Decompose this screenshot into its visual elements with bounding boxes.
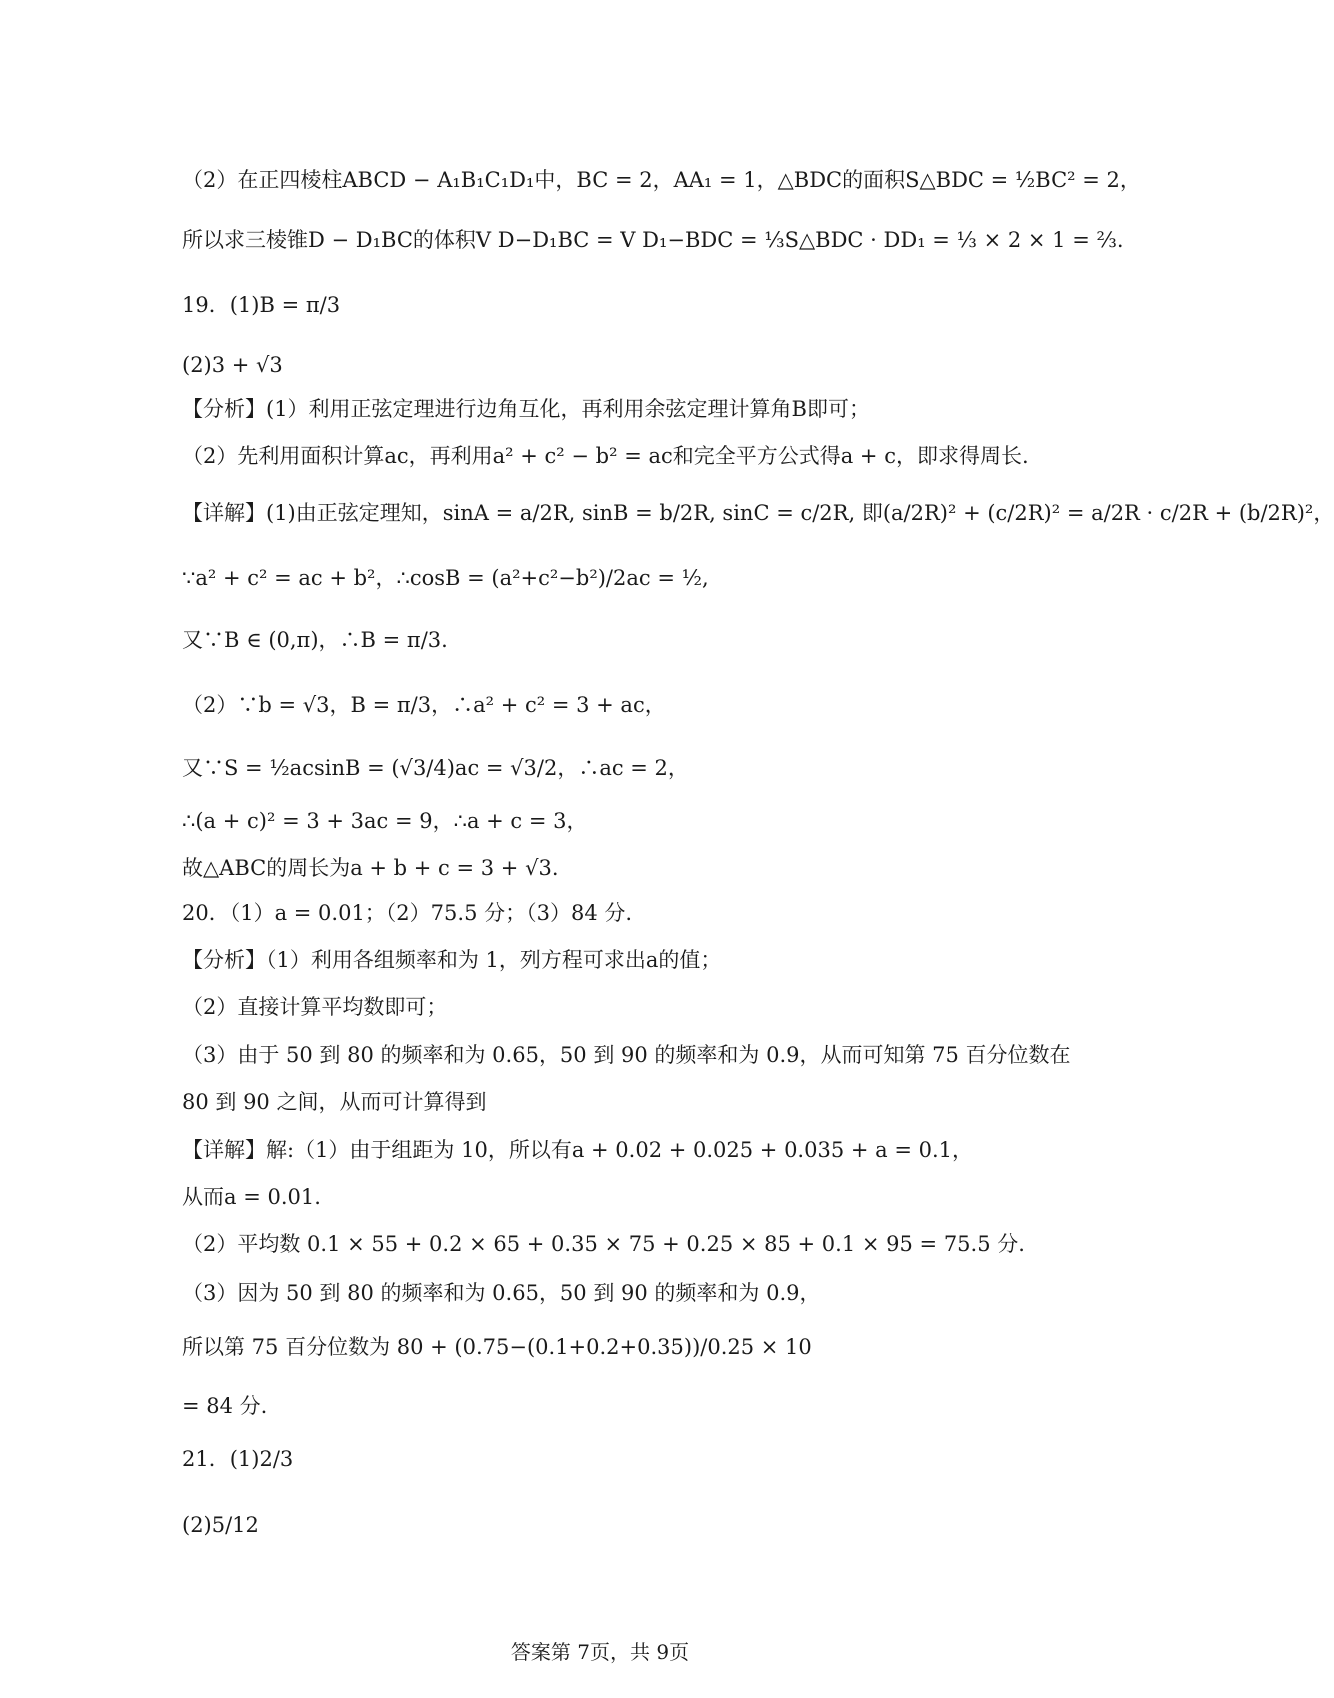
text-line-25: 21．(1)2/3	[182, 1447, 294, 1471]
text-line-13: 故△ABC的周长为a + b + c = 3 + √3.	[182, 856, 559, 880]
text-line-19: 【详解】解:（1）由于组距为 10，所以有a + 0.02 + 0.025 + 0.035 + a = 0.1，	[182, 1138, 973, 1162]
text-line-16: （2）直接计算平均数即可；	[182, 995, 448, 1019]
text-line-14: 20．（1）a = 0.01；（2）75.5 分；（3）84 分.	[182, 901, 633, 925]
text-line-4: (2)3 + √3	[182, 353, 283, 377]
text-line-15: 【分析】（1）利用各组频率和为 1，列方程可求出a的值；	[182, 948, 722, 972]
text-line-9: 又∵B ∈ (0,π)，∴B = π/3.	[182, 628, 448, 652]
text-line-8: ∵a² + c² = ac + b²，∴cosB = (a²+c²−b²)/2ac = ½,	[182, 566, 709, 590]
text-line-2: 所以求三棱锥D − D₁BC的体积V D−D₁BC = V D₁−BDC = ⅓S△BDC · DD₁ = ⅓ × 2 × 1 = ⅔.	[182, 228, 1124, 252]
text-line-20: 从而a = 0.01.	[182, 1185, 321, 1209]
text-line-3: 19．(1)B = π/3	[182, 293, 341, 317]
page-footer: 答案第 7页，共 9页	[510, 1640, 690, 1664]
text-line-18: 80 到 90 之间，从而可计算得到	[182, 1090, 487, 1114]
text-line-1: （2）在正四棱柱ABCD − A₁B₁C₁D₁中，BC = 2，AA₁ = 1，△BDC的面积S△BDC = ½BC² = 2，	[182, 168, 1141, 192]
text-line-22: （3）因为 50 到 80 的频率和为 0.65，50 到 90 的频率和为 0.9，	[182, 1281, 821, 1305]
text-line-24: = 84 分.	[182, 1394, 268, 1418]
text-line-26: (2)5/12	[182, 1513, 259, 1537]
text-line-7: 【详解】(1)由正弦定理知，sinA = a/2R, sinB = b/2R, sinC = c/2R, 即(a/2R)² + (c/2R)² = a/2R · c/2R + (b/2R)²，	[182, 501, 1334, 525]
text-line-23: 所以第 75 百分位数为 80 + (0.75−(0.1+0.2+0.35))/0.25 × 10	[182, 1335, 812, 1359]
text-line-17: （3）由于 50 到 80 的频率和为 0.65，50 到 90 的频率和为 0.9，从而可知第 75 百分位数在	[182, 1043, 1071, 1067]
text-line-12: ∴(a + c)² = 3 + 3ac = 9，∴a + c = 3，	[182, 809, 588, 833]
text-line-11: 又∵S = ½acsinB = (√3/4)ac = √3/2，∴ac = 2，	[182, 756, 689, 780]
text-line-6: （2）先利用面积计算ac，再利用a² + c² − b² = ac和完全平方公式得a + c，即求得周长.	[182, 444, 1029, 468]
text-line-5: 【分析】(1）利用正弦定理进行边角互化，再利用余弦定理计算角B即可；	[182, 397, 870, 421]
text-line-10: （2）∵b = √3，B = π/3，∴a² + c² = 3 + ac，	[182, 693, 666, 717]
text-line-21: （2）平均数 0.1 × 55 + 0.2 × 65 + 0.35 × 75 + 0.25 × 85 + 0.1 × 95 = 75.5 分.	[182, 1232, 1025, 1256]
